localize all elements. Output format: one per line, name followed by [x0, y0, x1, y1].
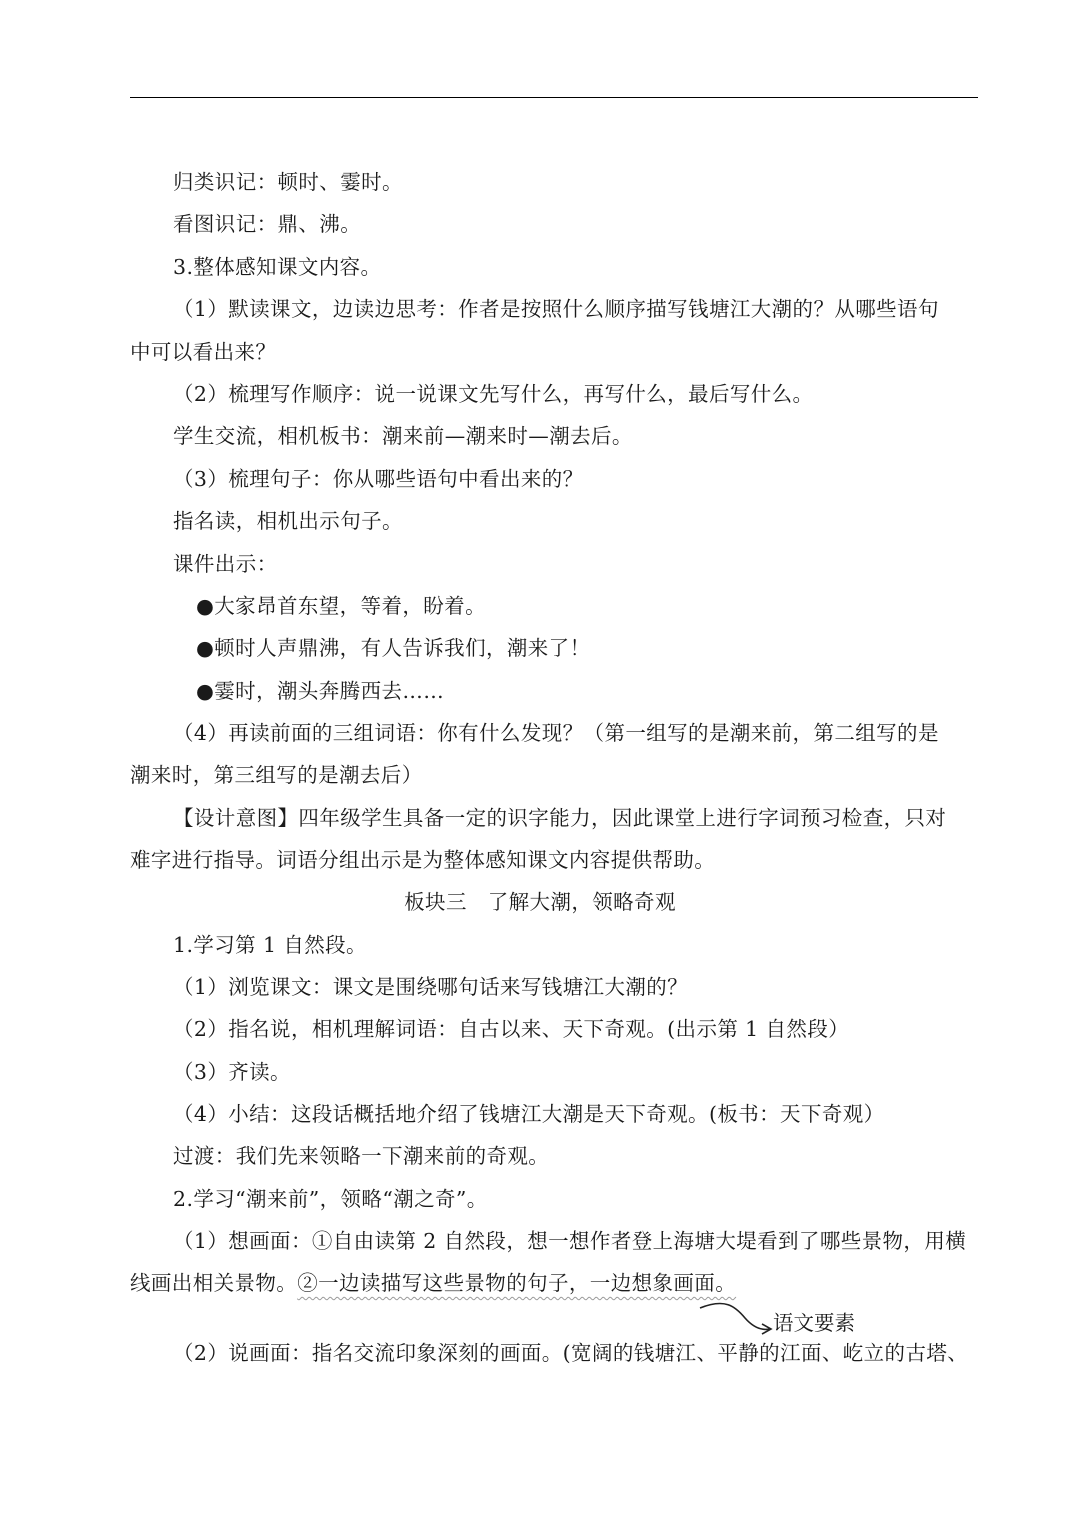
paragraph-line: 看图识记：鼎、沸。: [173, 212, 362, 236]
paragraph-line: 过渡：我们先来领略一下潮来前的奇观。: [173, 1144, 550, 1168]
paragraph-line: 归类识记：顿时、霎时。: [173, 170, 403, 194]
paragraph-line: （2）指名说，相机理解词语：自古以来、天下奇观。(出示第 1 自然段）: [173, 1017, 850, 1041]
annotation-label: 语文要素: [773, 1311, 855, 1335]
paragraph-line: [130, 1269, 736, 1297]
paragraph-line: （1）想画面：①自由读第 2 自然段，想一想作者登上海塘大堤看到了哪些景物，用横: [173, 1229, 967, 1253]
wavy-underlined-text: ②一边读描写这些景物的句子，一边想象画面。: [297, 1271, 737, 1295]
paragraph-line: （4）小结：这段话概括地介绍了钱塘江大潮是天下奇观。(板书：天下奇观）: [173, 1102, 885, 1126]
bullet-item: ●霎时，潮头奔腾西去……: [196, 679, 445, 703]
paragraph-line: 2.学习“潮来前”，领略“潮之奇”。: [173, 1187, 488, 1211]
paragraph-line: 3.整体感知课文内容。: [173, 255, 382, 279]
header-rule: [130, 97, 978, 98]
paragraph-line: 中可以看出来？: [130, 340, 277, 364]
section-heading: 板块三 了解大潮，领略奇观: [404, 890, 676, 914]
paragraph-line: （4）再读前面的三组词语：你有什么发现？（第一组写的是潮来前，第二组写的是: [173, 721, 939, 745]
bullet-item: ●顿时人声鼎沸，有人告诉我们，潮来了！: [196, 636, 591, 660]
paragraph-line: 学生交流，相机板书：潮来前—潮来时—潮去后。: [173, 424, 633, 448]
paragraph-line: （2）说画面：指名交流印象深刻的画面。(宽阔的钱塘江、平静的江面、屹立的古塔、: [173, 1341, 969, 1365]
paragraph-line: （3）齐读。: [173, 1060, 291, 1084]
paragraph-line: 难字进行指导。词语分组出示是为整体感知课文内容提供帮助。: [130, 848, 716, 872]
paragraph-line: 1.学习第 1 自然段。: [173, 933, 367, 957]
paragraph-line: 潮来时，第三组写的是潮去后）: [130, 763, 423, 787]
paragraph-line: 课件出示：: [173, 552, 278, 576]
paragraph-line: （2）梳理写作顺序：说一说课文先写什么，再写什么，最后写什么。: [173, 382, 814, 406]
paragraph-text: 线画出相关景物。: [130, 1271, 298, 1295]
design-intent: 【设计意图】四年级学生具备一定的识字能力，因此课堂上进行字词预习检查，只对: [173, 806, 947, 830]
paragraph-line: （1）浏览课文：课文是围绕哪句话来写钱塘江大潮的？: [173, 975, 689, 999]
paragraph-line: （1）默读课文，边读边思考：作者是按照什么顺序描写钱塘江大潮的？从哪些语句: [173, 297, 939, 321]
paragraph-line: （3）梳理句子：你从哪些语句中看出来的？: [173, 467, 584, 491]
paragraph-line: 指名读，相机出示句子。: [173, 509, 403, 533]
bullet-item: ●大家昂首东望，等着，盼着。: [196, 594, 486, 618]
